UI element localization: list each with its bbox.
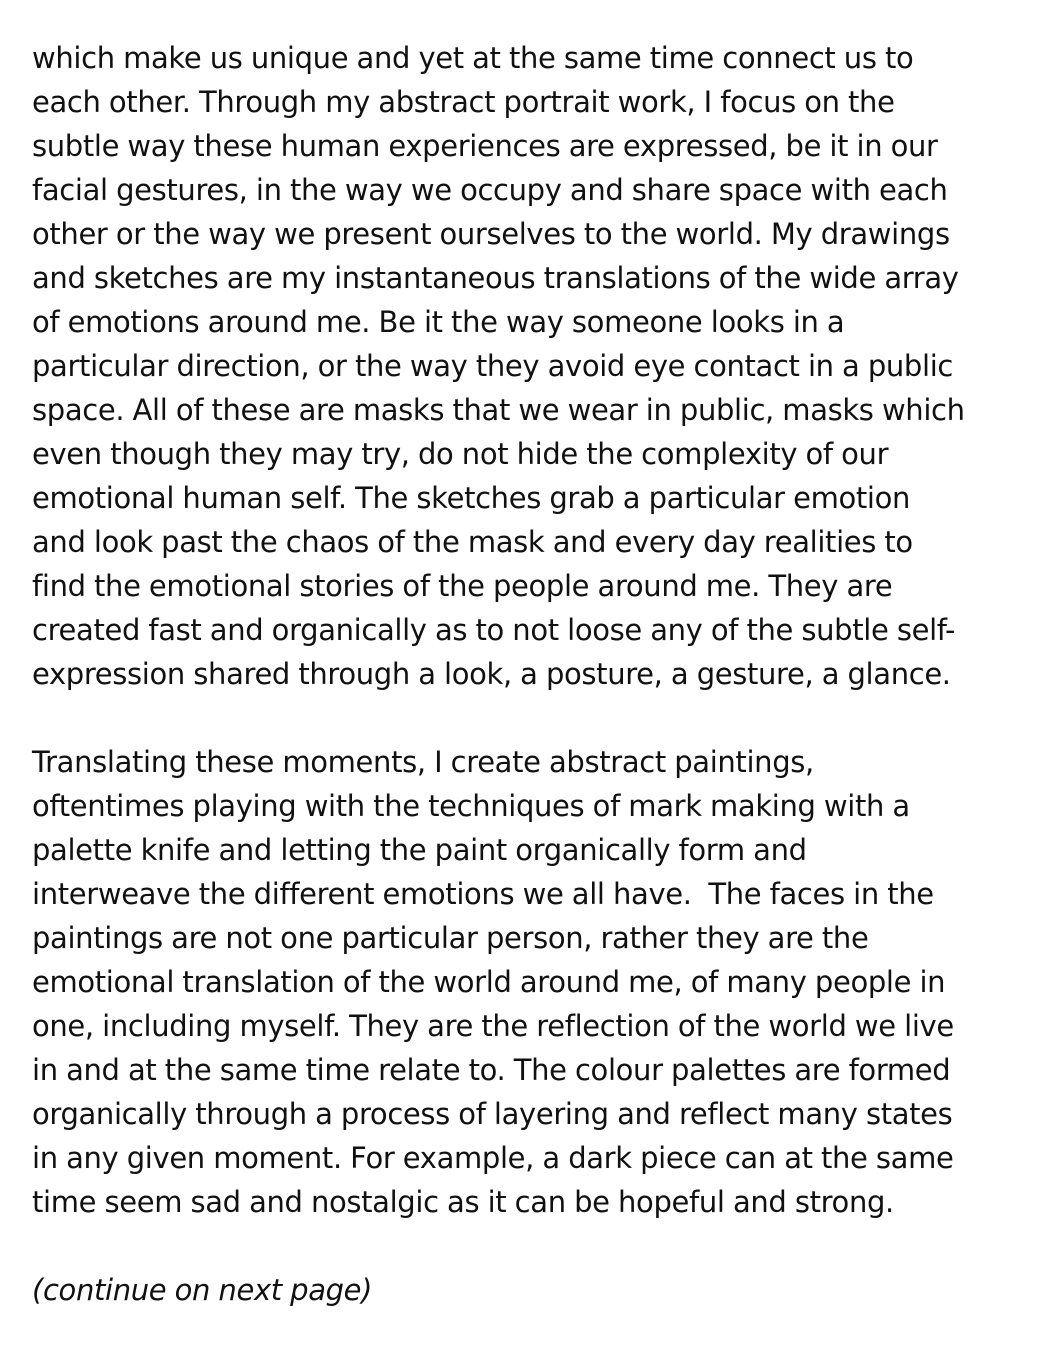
- paragraph-line: in any given moment. For example, a dark piece can at the same: [32, 1141, 954, 1175]
- paragraph-line: of emotions around me. Be it the way someone looks in a: [32, 305, 845, 339]
- paragraph-line: palette knife and letting the paint organically form and: [32, 833, 807, 867]
- paragraph-line: space. All of these are masks that we wear in public, masks which: [32, 393, 965, 427]
- paragraph-line: emotional translation of the world around me, of many people in: [32, 965, 946, 999]
- paragraph-line: organically through a process of layering and reflect many states: [32, 1097, 953, 1131]
- document-page: [32, 36, 1032, 1312]
- paragraph-line: and look past the chaos of the mask and every day realities to: [32, 525, 913, 559]
- paragraph-spacer: [32, 1224, 1032, 1268]
- paragraph-line: particular direction, or the way they avoid eye contact in a public: [32, 349, 953, 383]
- paragraph-line: even though they may try, do not hide the complexity of our: [32, 437, 889, 471]
- paragraph-line: facial gestures, in the way we occupy and share space with each: [32, 173, 948, 207]
- paragraph-line: expression shared through a look, a posture, a gesture, a glance.: [32, 657, 951, 691]
- paragraph-line: paintings are not one particular person, rather they are the: [32, 921, 869, 955]
- paragraph-line: interweave the different emotions we all have. The faces in the: [32, 877, 934, 911]
- paragraph-line: find the emotional stories of the people around me. They are: [32, 569, 893, 603]
- paragraph-line: one, including myself. They are the reflection of the world we live: [32, 1009, 954, 1043]
- paragraph-line: subtle way these human experiences are expressed, be it in our: [32, 129, 938, 163]
- paragraph-spacer: [32, 696, 1032, 740]
- paragraph-2: [32, 740, 1032, 1224]
- paragraph-line: time seem sad and nostalgic as it can be hopeful and strong.: [32, 1185, 894, 1219]
- paragraph-line: created fast and organically as to not loose any of the subtle self-: [32, 613, 956, 647]
- paragraph-line: oftentimes playing with the techniques of mark making with a: [32, 789, 910, 823]
- paragraph-line: Translating these moments, I create abstract paintings,: [32, 745, 814, 779]
- continue-note: (continue on next page): [32, 1273, 373, 1307]
- paragraph-line: each other. Through my abstract portrait work, I focus on the: [32, 85, 895, 119]
- paragraph-line: and sketches are my instantaneous translations of the wide array: [32, 261, 959, 295]
- paragraph-line: other or the way we present ourselves to the world. My drawings: [32, 217, 950, 251]
- paragraph-line: emotional human self. The sketches grab a particular emotion: [32, 481, 911, 515]
- paragraph-1: [32, 36, 1032, 696]
- paragraph-line: in and at the same time relate to. The colour palettes are formed: [32, 1053, 951, 1087]
- paragraph-line: which make us unique and yet at the same time connect us to: [32, 41, 914, 75]
